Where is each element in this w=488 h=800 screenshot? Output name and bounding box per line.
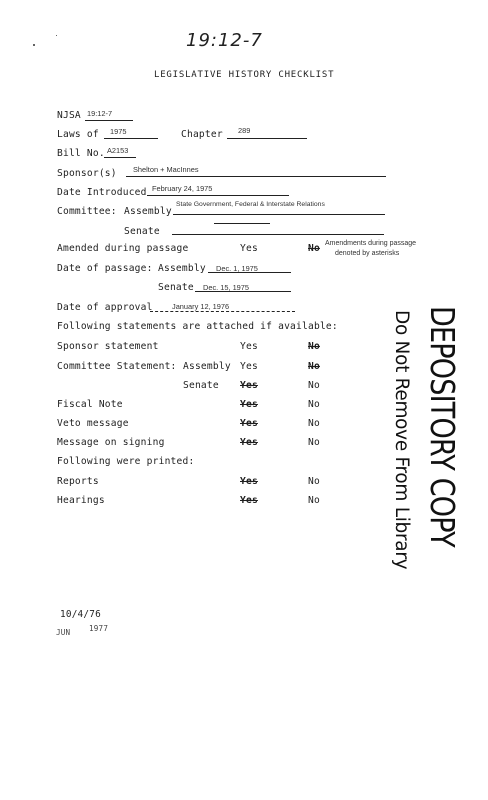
date-introduced-value: February 24, 1975 <box>152 184 213 193</box>
page-title: LEGISLATIVE HISTORY CHECKLIST <box>154 70 335 80</box>
scan-speck <box>56 35 57 36</box>
committee-statement-assembly: Assembly <box>183 361 231 372</box>
committee-statement-senate-yes: Yes <box>240 380 258 391</box>
amended-no: No <box>308 243 320 254</box>
approval-underline <box>150 311 295 312</box>
committee-assembly-value: State Government, Federal & Interstate Relations <box>176 201 325 208</box>
printed-heading: Following were printed: <box>57 456 195 467</box>
do-not-remove-text: Do Not Remove From Library <box>391 310 412 570</box>
message-on-signing-no: No <box>308 437 320 448</box>
amended-yes: Yes <box>240 243 258 254</box>
veto-message-label: Veto message <box>57 418 129 429</box>
reports-label: Reports <box>57 476 99 487</box>
chapter-underline <box>227 138 307 139</box>
committee-statement-assembly-no: No <box>308 361 320 372</box>
amended-note-line1: Amendments during passage <box>325 240 417 247</box>
attached-heading: Following statements are attached if available: <box>57 321 338 332</box>
veto-message-no: No <box>308 418 320 429</box>
njsa-label: NJSA <box>57 110 81 121</box>
reports-no: No <box>308 476 320 487</box>
approval-value: January 12, 1976 <box>172 302 230 311</box>
date-introduced-label: Date Introduced <box>57 187 147 198</box>
njsa-value: 19:12-7 <box>87 109 113 118</box>
bill-no-label: Bill No. <box>57 148 105 159</box>
sponsor-statement-no: No <box>308 341 320 352</box>
footer-date: 10/4/76 <box>60 609 101 620</box>
sponsor-statement-label: Sponsor statement <box>57 341 159 352</box>
date-introduced-underline <box>147 195 289 196</box>
bill-no-value: A2153 <box>107 146 129 155</box>
committee-label: Committee: <box>57 206 117 217</box>
handwritten-number: 19:12-7 <box>186 30 263 51</box>
approval-label: Date of approval <box>57 302 153 313</box>
passage-senate-underline <box>195 291 291 292</box>
hearings-label: Hearings <box>57 495 105 506</box>
passage-assembly-underline <box>208 272 291 273</box>
bill-no-underline <box>104 157 136 158</box>
committee-assembly-underline <box>173 214 385 215</box>
hearings-no: No <box>308 495 320 506</box>
chapter-value: 289 <box>238 126 251 135</box>
reports-yes: Yes <box>240 476 258 487</box>
footer-month-stamp: JUN <box>56 628 71 637</box>
footer-year-stamp: 1977 <box>89 624 109 633</box>
hearings-yes: Yes <box>240 495 258 506</box>
njsa-underline <box>85 120 133 121</box>
message-on-signing-label: Message on signing <box>57 437 165 448</box>
chapter-label: Chapter <box>181 129 223 140</box>
depository-copy-text: DEPOSITORY COPY <box>423 306 462 547</box>
laws-of-label: Laws of <box>57 129 99 140</box>
sponsor-statement-yes: Yes <box>240 341 258 352</box>
laws-of-value: 1975 <box>110 127 127 136</box>
committee-senate-label: Senate <box>124 226 160 237</box>
sponsors-value: Shelton + MacInnes <box>133 165 199 174</box>
amended-label: Amended during passage <box>57 243 189 254</box>
passage-assembly-value: Dec. 1, 1975 <box>216 264 258 273</box>
committee-assembly-label: Assembly <box>124 206 172 217</box>
fiscal-note-yes: Yes <box>240 399 258 410</box>
committee-stray-mark <box>214 223 270 224</box>
fiscal-note-no: No <box>308 399 320 410</box>
scan-speck <box>33 44 35 46</box>
fiscal-note-label: Fiscal Note <box>57 399 123 410</box>
amended-note-line2: denoted by asterisks <box>335 250 400 257</box>
passage-assembly-label: Assembly <box>158 263 206 274</box>
veto-message-yes: Yes <box>240 418 258 429</box>
committee-statement-assembly-yes: Yes <box>240 361 258 372</box>
sponsors-underline <box>126 176 386 177</box>
committee-statement-senate: Senate <box>183 380 219 391</box>
laws-of-underline <box>104 138 158 139</box>
committee-statement-label: Committee Statement: <box>57 361 177 372</box>
committee-senate-underline <box>172 234 384 235</box>
passage-senate-label: Senate <box>158 282 194 293</box>
message-on-signing-yes: Yes <box>240 437 258 448</box>
passage-label: Date of passage: <box>57 263 153 274</box>
committee-statement-senate-no: No <box>308 380 320 391</box>
passage-senate-value: Dec. 15, 1975 <box>203 283 250 292</box>
sponsors-label: Sponsor(s) <box>57 168 117 179</box>
